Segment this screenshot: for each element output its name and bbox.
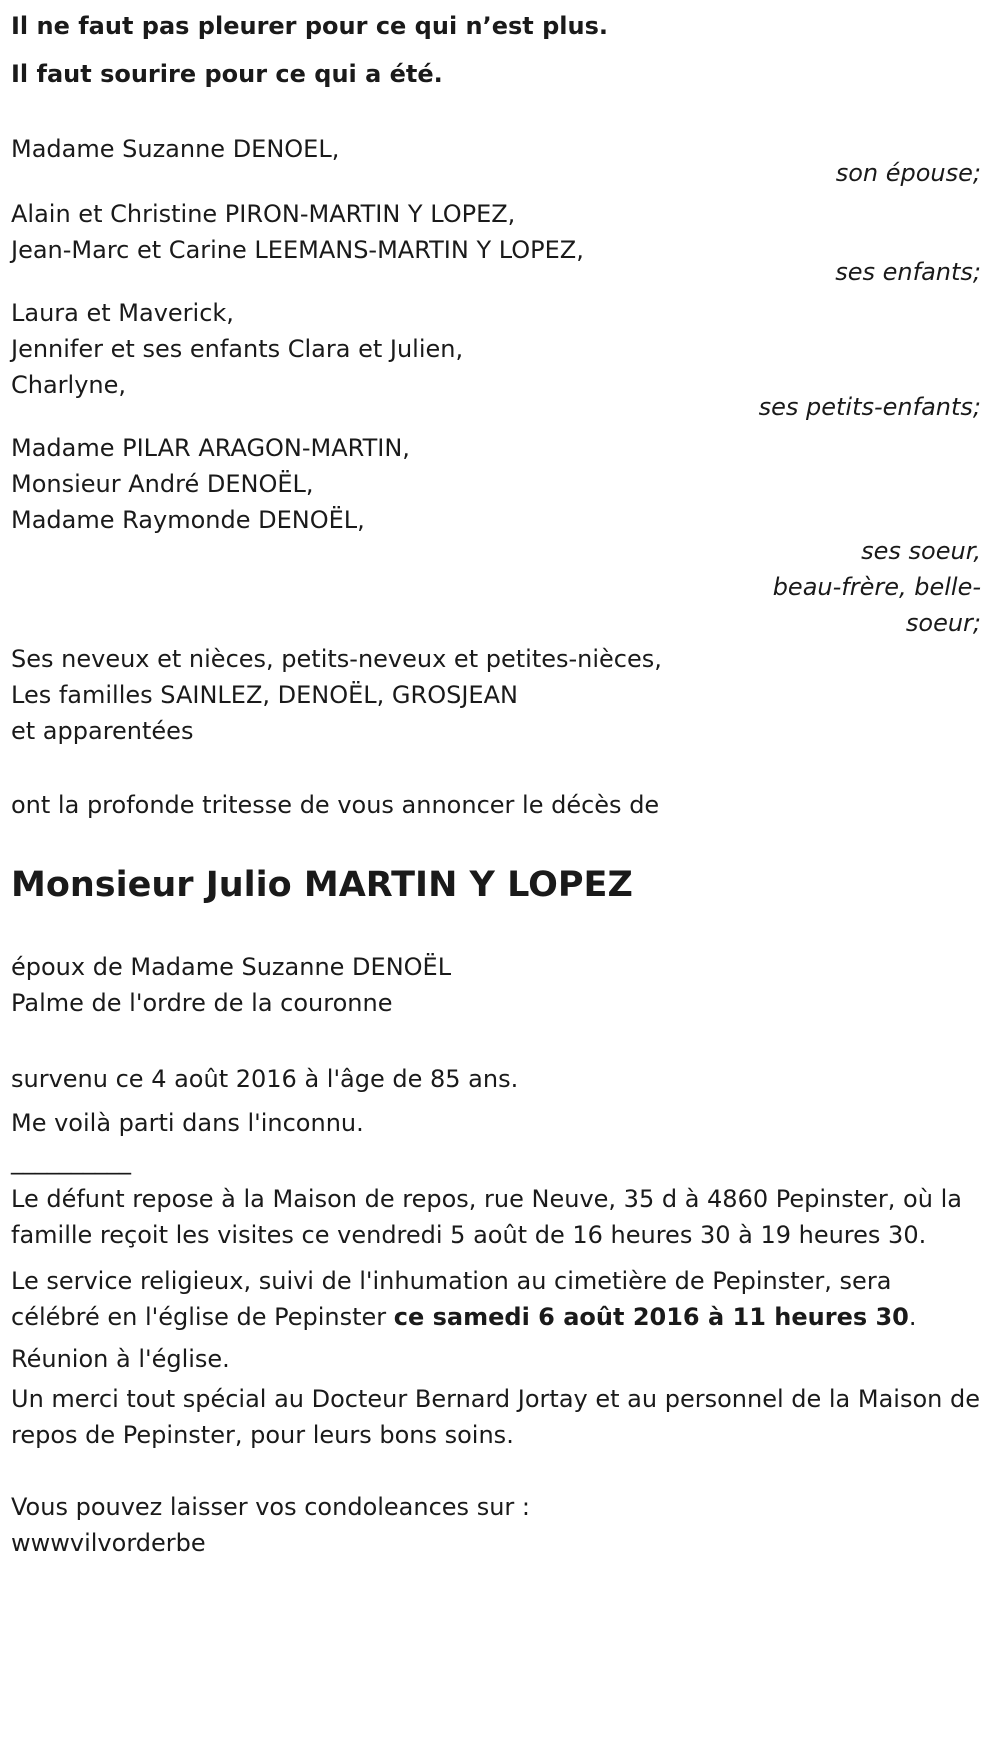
quote-line-2: Il faut sourire pour ce qui a été.: [11, 60, 443, 88]
farewell-statement: Me voilà parti dans l'inconnu.: [11, 1109, 364, 1137]
service-info: [11, 1263, 986, 1335]
announcement-text: ont la profonde tritesse de vous annoncer le décès de: [11, 791, 660, 819]
grandchild-name: Charlyne,: [11, 371, 127, 399]
deceased-detail-line: Palme de l'ordre de la couronne: [11, 989, 393, 1017]
others-line: Ses neveux et nièces, petits-neveux et petites-nièces,: [11, 645, 662, 673]
meeting-info: Réunion à l'église.: [11, 1345, 230, 1373]
opening-quote: [11, 2, 991, 98]
sibling-name: Monsieur André DENOËL,: [11, 470, 314, 498]
family-children: [11, 196, 991, 292]
thanks-info: Un merci tout spécial au Docteur Bernard Jortay et au personnel de la Maison de repos de Pepinster, pour leurs bons soins.: [11, 1385, 980, 1449]
obituary-page: [0, 2, 1000, 1745]
grandchildren-role: ses petits-enfants;: [758, 393, 981, 421]
family-others: [11, 641, 991, 749]
siblings-role-line-2: beau-frère, belle-: [772, 573, 981, 601]
siblings-role-line-3: soeur;: [905, 609, 981, 637]
service-date: ce samedi 6 août 2016 à 11 heures 30: [393, 1303, 909, 1331]
spouse-role: son épouse;: [835, 159, 981, 187]
others-line: et apparentées: [11, 717, 194, 745]
deceased-details: [11, 949, 991, 1021]
sibling-name: Madame PILAR ARAGON-MARTIN,: [11, 434, 410, 462]
service-text: Le service religieux, suivi de l'inhumation au cimetière de Pepinster, sera célébré en l'église de Pepinster: [11, 1267, 892, 1331]
condolences-label: Vous pouvez laisser vos condoleances sur :: [11, 1493, 530, 1521]
obituary-content: [11, 2, 991, 1561]
sibling-name: Madame Raymonde DENOËL,: [11, 506, 365, 534]
children-role: ses enfants;: [835, 258, 981, 286]
family-siblings: [11, 430, 991, 641]
condolences-site[interactable]: wwwvilvorderbe: [11, 1529, 206, 1557]
child-name: Alain et Christine PIRON-MARTIN Y LOPEZ,: [11, 200, 516, 228]
grandchild-name: Jennifer et ses enfants Clara et Julien,: [11, 335, 464, 363]
child-name: Jean-Marc et Carine LEEMANS-MARTIN Y LOPEZ,: [11, 236, 584, 264]
deceased-detail-line: époux de Madame Suzanne DENOËL: [11, 953, 452, 981]
family-grandchildren: [11, 295, 991, 427]
rest-info: Le défunt repose à la Maison de repos, rue Neuve, 35 d à 4860 Pepinster, où la famille reçoit les visites ce vendredi 5 août de 16 heures 30 à 19 heures 30.: [11, 1185, 962, 1249]
spouse-name: Madame Suzanne DENOEL,: [11, 135, 340, 163]
deceased-name: Monsieur Julio MARTIN Y LOPEZ: [11, 865, 633, 905]
quote-line-1: Il ne faut pas pleurer pour ce qui n’est plus.: [11, 12, 609, 40]
separator-line: __________: [11, 1147, 131, 1175]
service-suffix: .: [908, 1303, 917, 1331]
family-spouse: [11, 130, 991, 193]
grandchild-name: Laura et Maverick,: [11, 299, 234, 327]
siblings-role-line-1: ses soeur,: [861, 537, 981, 565]
others-line: Les familles SAINLEZ, DENOËL, GROSJEAN: [11, 681, 518, 709]
death-statement: survenu ce 4 août 2016 à l'âge de 85 ans.: [11, 1065, 519, 1093]
